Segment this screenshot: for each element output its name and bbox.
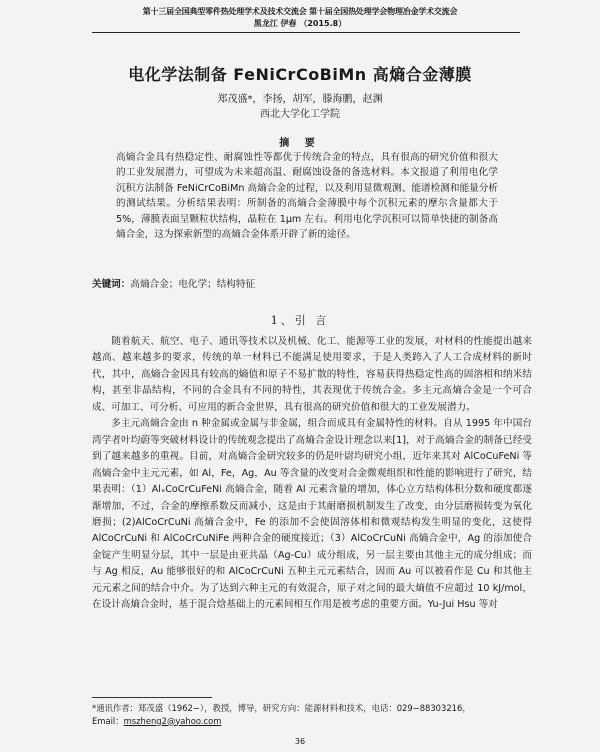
abstract-body: 高熵合金具有热稳定性、耐腐蚀性等都优于传统合金的特点，具有很高的研究价值和很大的工业发展潜力，可望成为未来超高温、耐腐蚀设备的备选材料。本文报道了利用电化学沉积方法制备 FeNiCrCoBiMn 高熵合金的过程，以及利用显微观测、能谱检测和能量分析的测试结果。分析结果表明：所制备的高熵合金薄膜中每个沉积元素的摩尔含量都大于 5%，薄膜表面呈颗粒状结构，晶粒在 1μm 左右。利用电化学沉积可以简单快捷的制备高熵合金，这为探索新型的高熵合金体系开辟了新的途径。 <box>116 152 498 241</box>
section-body-introduction <box>92 334 532 614</box>
page-number: 36 <box>294 737 306 746</box>
footnote-email-line <box>92 715 532 728</box>
author-list: 郑茂盛*，李扬，胡军，滕海鹏，赵渊 <box>217 94 383 105</box>
header-rule <box>92 32 520 33</box>
corresponding-author-footnote <box>92 702 532 727</box>
paragraph-1: 随着航天、航空、电子、通讯等技术以及机械、化工、能源等工业的发展，对材料的性能提出越来越高、越来越多的要求，传统的单一材料已不能满足使用要求，于是人类跨入了人工合成材料的新时代，其中，高熵合金因具有较高的熵值和原子不易扩散的特性，容易获得热稳定性高的固溶相和纳米结构，甚至非晶结构，不同的合金具有不同的特性，其表现优于传统合金。多主元高熵合金是一个可合成、可加工、可分析、可应用的新合金世界，具有很高的研究价值和很大的工业发展潜力。 <box>92 336 532 413</box>
keywords-label: 关键词： <box>92 279 131 290</box>
keywords-text: 高熵合金；电化学；结构特征 <box>130 279 256 290</box>
abstract-heading: 摘 要 <box>279 138 321 149</box>
paper-title: 电化学法制备 FeNiCrCoBiMn 高熵合金薄膜 <box>128 65 472 84</box>
keywords <box>92 276 532 290</box>
paragraph-2: 多主元高熵合金由 n 种金属或金属与非金属，组合而成具有金属特性的材料。自从 1995 年中国台湾学者叶均蔚等突破材料设计的传统观念提出了高熵合金设计理念以来[1]，对于高熵合金的制备已经受到了越来越多的重视。目前，对高熵合金研究较多的仍是叶尉均研究小组，近年来其对 AlCoCuFeNi 等高熵合金中主元元素，如 Al，Fe，Ag，Au 等含量的改变对合金微观组织和性能的影响进行了研究，结果表明：（1）AlₓCoCrCuFeNi 高熵合金，随着 Al 元素含量的增加，体心立方结构体积分数和硬度都逐渐增加，不过，合金的摩擦系数反而减小，这是由于其耐磨损机制发生了改变，由分层磨损转变为氧化磨损；(2)AlCoCrCuNi 高熵合金中，Fe 的添加不会使固溶体相和微观结构发生明显的变化，这使得 AlCoCrCuNi 和 AlCoCrCuNiFe 两种合金的硬度接近；（3）AlCoCrCuNi 高熵合金中，Ag 的添加使合金锭产生明显分层，其中一层是由亚共晶（Ag-Cu）成分组成，另一层主要由其他主元的成分组成；而与 Ag 相反，Au 能够很好的和 AlCoCrCuNi 五种主元元素结合，因而 Au 可以被看作是 Cu 和其他主元元素之间的结合中介。为了达到六种主元的有效混合，原子对之间的最大熵值不应超过 10 kJ/mol，在设计高熵合金时，基于混合焓基础上的元素间相互作用是被考虑的重要方面。Yu-Jui Hsu 等对 <box>92 418 532 611</box>
section-heading-introduction: 1、引 言 <box>270 314 330 327</box>
email-label: Email： <box>92 715 124 726</box>
running-header-conference: 第十三届全国典型零件热处理学术及技术交流会 第十届全国热处理学会物理冶金学术交流会 <box>142 7 458 16</box>
running-header-location: 黑龙江 伊春 （2015.8） <box>253 19 347 28</box>
footnote-author-line: *通讯作者：郑茂盛（1962−），教授，博导，研究方向：能源材料和技术，电话：029−88303216， <box>92 703 471 713</box>
email-link[interactable]: mszheng2@yahoo.com <box>123 715 222 726</box>
affiliation: 西北大学化工学院 <box>260 109 340 120</box>
footnote-rule <box>92 697 212 698</box>
